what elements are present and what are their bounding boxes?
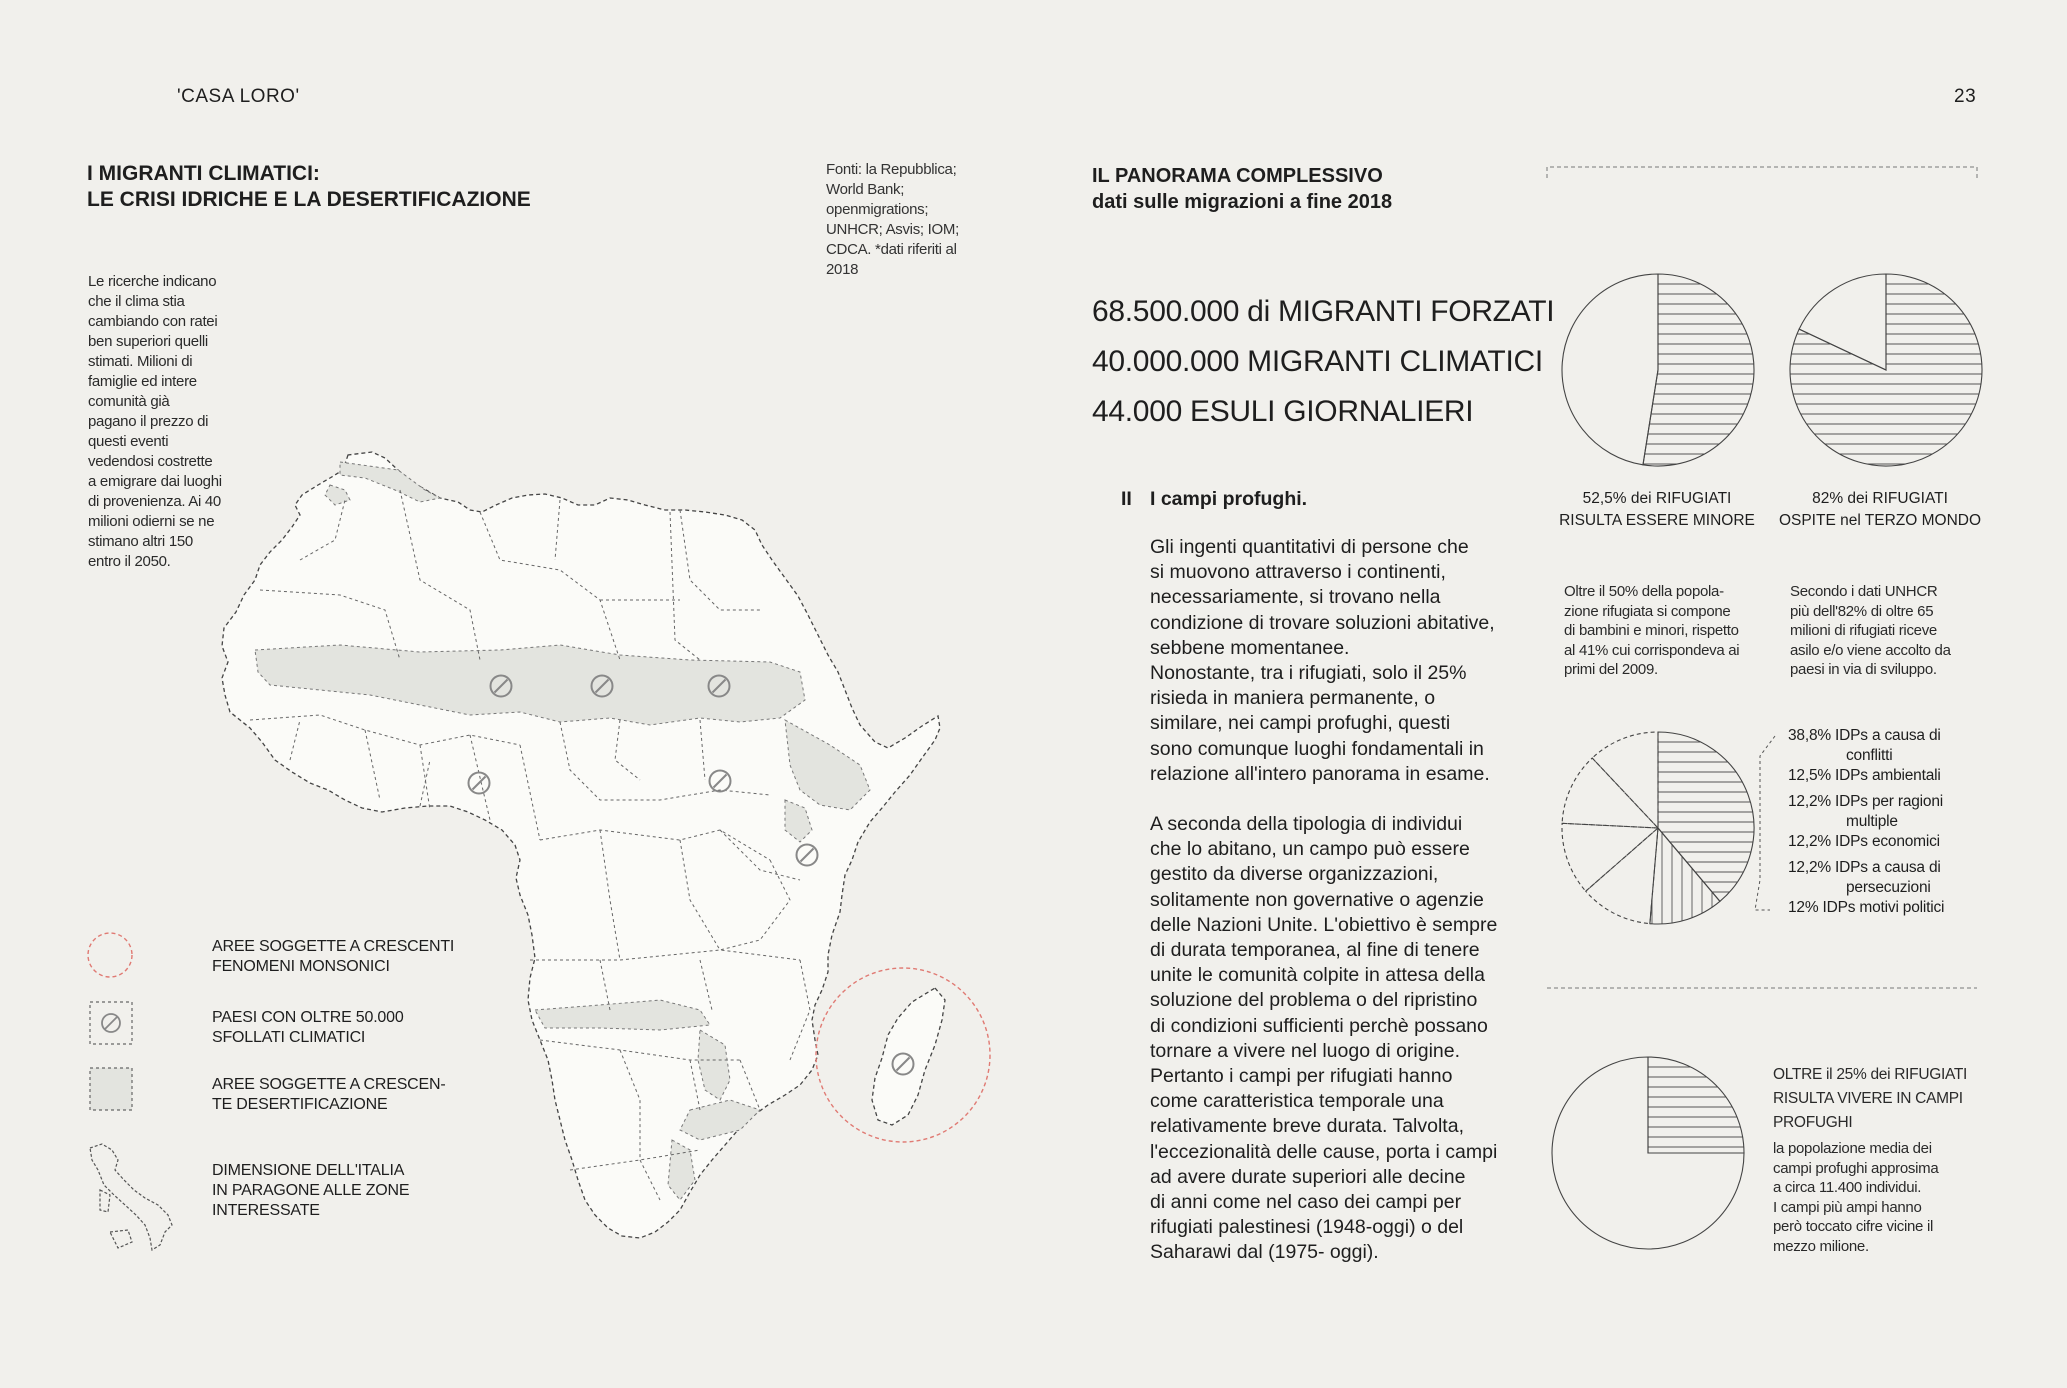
intro-line: milioni odierni se ne (88, 513, 215, 530)
body-line: relazione all'intero panorama in esame. (1150, 762, 1490, 785)
intro-line: stimano altri 150 (88, 533, 193, 550)
idp-label (1788, 726, 1988, 765)
body-line: A seconda della tipologia di individui (1150, 813, 1463, 836)
body-line: condizione di trovare soluzioni abitative, (1150, 611, 1495, 634)
legend-line: AREE SOGGETTE A CRESCENTI (212, 938, 455, 955)
intro-line: di provenienza. Ai 40 (88, 493, 221, 510)
body-line: Nonostante, tra i rifugiati, solo il 25% (1150, 662, 1467, 685)
page-number: 23 (1954, 86, 1977, 107)
note-line: al 41% cui corrispondeva ai (1564, 641, 1740, 659)
running-title: 'CASA LORO' (177, 86, 300, 107)
intro-line: entro il 2050. (88, 553, 171, 570)
legend-line: PAESI CON OLTRE 50.000 (212, 1009, 404, 1026)
idp-label-line: 38,8% IDPs a causa di (1788, 727, 1941, 744)
section-title: I campi profughi. (1150, 488, 1308, 510)
body-line: rifugiati palestinesi (1948-oggi) o del (1150, 1216, 1464, 1239)
pie4-slice-other (1552, 1057, 1744, 1249)
body-line: ad avere durate superiori alle decine (1150, 1165, 1466, 1188)
pie1-slice-minors-outline (1643, 274, 1754, 466)
idp-label-line: 12,2% IDPs per ragioni (1788, 793, 1943, 810)
caption-line: 82% dei RIFUGIATI (1812, 490, 1948, 507)
caption-line: RISULTA VIVERE IN CAMPI (1773, 1090, 1963, 1107)
body-line: delle Nazioni Unite. L'obiettivo è sempre (1150, 913, 1498, 936)
pie3-slice (1586, 828, 1658, 924)
idp-label-line: persecuzioni (1846, 878, 1931, 896)
legend-line: SFOLLATI CLIMATICI (212, 1029, 366, 1046)
note-line: mezzo milione. (1773, 1237, 1869, 1255)
idp-label-line: 12,2% IDPs a causa di (1788, 859, 1941, 876)
body-line: che lo abitano, un campo può essere (1150, 838, 1470, 861)
source-line: UNHCR; Asvis; IOM; (826, 221, 959, 238)
intro-line: vedendosi costrette (88, 453, 213, 470)
note-line: a circa 11.400 individui. (1773, 1179, 1922, 1196)
intro-line: cambiando con ratei (88, 313, 218, 330)
source-line: openmigrations; (826, 201, 929, 218)
note-line: di bambini e minori, rispetto (1564, 622, 1739, 639)
body-line: Saharawi dal (1975- oggi). (1150, 1241, 1379, 1264)
note-line: la popolazione media dei (1773, 1140, 1932, 1157)
note-line: più dell'82% di oltre 65 (1790, 602, 1934, 620)
note-line: I campi più ampi hanno (1773, 1198, 1922, 1216)
legend-line: AREE SOGGETTE A CRESCEN- (212, 1076, 446, 1093)
idp-label (1788, 858, 1988, 897)
pie1-slice-other (1562, 274, 1658, 465)
intro-line: famiglie ed intere (88, 373, 197, 390)
idp-label (1788, 898, 1988, 918)
legend-line: DIMENSIONE DELL'ITALIA (212, 1162, 405, 1179)
body-line: Gli ingenti quantitativi di persone che (1150, 536, 1469, 558)
pie2-caption (1775, 488, 1985, 532)
body-line: soluzione del problema o del ripristino (1150, 989, 1478, 1012)
body-line: similare, nei campi profughi, questi (1150, 712, 1451, 735)
body-line: gestito da diverse organizzazioni, (1150, 863, 1439, 886)
left-title-line2: LE CRISI IDRICHE E LA DESERTIFICAZIONE (87, 188, 531, 211)
body-line: si muovono attraverso i continenti, (1150, 561, 1446, 584)
note-line: paesi in via di sviluppo. (1790, 661, 1937, 678)
pie4-caption (1773, 1063, 1983, 1135)
intro-line: che il clima stia (88, 293, 185, 310)
legend-line: INTERESSATE (212, 1202, 320, 1219)
body-line: solitamente non governative o agenzie (1150, 888, 1484, 911)
note-line: milioni di rifugiati riceve (1790, 622, 1937, 639)
intro-line: comunità già (88, 393, 170, 410)
legend-line: TE DESERTIFICAZIONE (212, 1096, 388, 1113)
pie2-slice-other (1799, 274, 1886, 370)
note-line: Secondo i dati UNHCR (1790, 583, 1938, 600)
idp-label (1788, 766, 1988, 786)
pie3-slice (1562, 758, 1658, 828)
caption-line: PROFUGHI (1773, 1114, 1853, 1131)
note-line: primi del 2009. (1564, 661, 1658, 678)
caption-line: OSPITE nel TERZO MONDO (1778, 512, 1982, 529)
idp-label-line: 12% IDPs motivi politici (1788, 899, 1945, 916)
body-line: l'eccezionalità delle cause, porta i campi (1150, 1140, 1498, 1163)
right-title-line1: IL PANORAMA COMPLESSIVO (1092, 165, 1383, 187)
body-line: sono comunque luoghi fondamentali in (1150, 737, 1484, 760)
source-line: 2018 (826, 261, 859, 278)
idp-label-line: 12,2% IDPs economici (1788, 833, 1940, 850)
pie3-slice (1592, 732, 1658, 828)
body-line: necessariamente, si trovano nella (1150, 586, 1441, 609)
right-title-line2: dati sulle migrazioni a fine 2018 (1092, 191, 1393, 213)
left-title-line1: I MIGRANTI CLIMATICI: (87, 162, 320, 185)
pie3-slice (1562, 823, 1658, 891)
body-line: unite le comunità colpite in attesa della (1150, 964, 1485, 987)
source-line: Fonti: la Repubblica; (826, 161, 957, 178)
intro-line: questi eventi (88, 433, 169, 450)
intro-line: Le ricerche indicano (88, 273, 217, 290)
pie2-note (1790, 582, 1990, 680)
body-line: Pertanto i campi per rifugiati hanno (1150, 1065, 1453, 1088)
caption-line: OLTRE il 25% dei RIFUGIATI (1773, 1066, 1968, 1083)
section-number: II (1121, 488, 1132, 510)
body-line: tornare a vivere nel luogo di origine. (1150, 1039, 1461, 1062)
idp-label-line: conflitti (1846, 746, 1893, 764)
idp-label-line: 12,5% IDPs ambientali (1788, 767, 1941, 784)
intro-line: stimati. Milioni di (88, 353, 193, 370)
note-line: campi profughi approsima (1773, 1159, 1939, 1177)
pie3-leader (1755, 736, 1775, 910)
intro-line: pagano il prezzo di (88, 413, 209, 430)
idp-label-line: multiple (1846, 812, 1898, 830)
body-line: risieda in maniera permanente, o (1150, 687, 1436, 710)
source-line: World Bank; (826, 181, 905, 198)
source-line: CDCA. *dati riferiti al (826, 241, 957, 258)
intro-line: ben superiori quelli (88, 333, 208, 350)
note-line: zione rifugiata si compone (1564, 602, 1731, 620)
big-figure-climate: 40.000.000 MIGRANTI CLIMATICI (1092, 345, 1543, 378)
body-line: di anni come nel caso dei campi per (1150, 1191, 1462, 1214)
caption-line: RISULTA ESSERE MINORE (1559, 512, 1755, 529)
pie1-caption (1552, 488, 1762, 532)
body-line: sebbene momentanee. (1150, 636, 1350, 659)
idp-label (1788, 792, 1988, 831)
caption-line: 52,5% dei RIFUGIATI (1582, 490, 1732, 507)
big-figure-daily: 44.000 ESULI GIORNALIERI (1092, 395, 1474, 428)
pie4-note (1773, 1139, 1983, 1256)
big-figure-forced: 68.500.000 di MIGRANTI FORZATI (1092, 295, 1555, 328)
note-line: asilo e/o viene accolto da (1790, 641, 1951, 659)
body-line: di durata temporanea, al fine di tenere (1150, 939, 1480, 962)
body-line: come caratteristica temporale una (1150, 1090, 1444, 1113)
body-line: di condizioni sufficienti perchè possano (1150, 1014, 1488, 1037)
pie4-slice-camps-outline (1648, 1057, 1744, 1153)
note-line: però toccato cifre vicine il (1773, 1218, 1934, 1235)
body-line: relativamente breve durata. Talvolta, (1150, 1115, 1464, 1138)
pie1-note (1564, 582, 1764, 680)
idp-label (1788, 832, 1988, 852)
legend-line: FENOMENI MONSONICI (212, 958, 390, 975)
intro-line: a emigrare dai luoghi (88, 473, 222, 490)
note-line: Oltre il 50% della popola- (1564, 583, 1724, 600)
legend-line: IN PARAGONE ALLE ZONE (212, 1182, 410, 1199)
